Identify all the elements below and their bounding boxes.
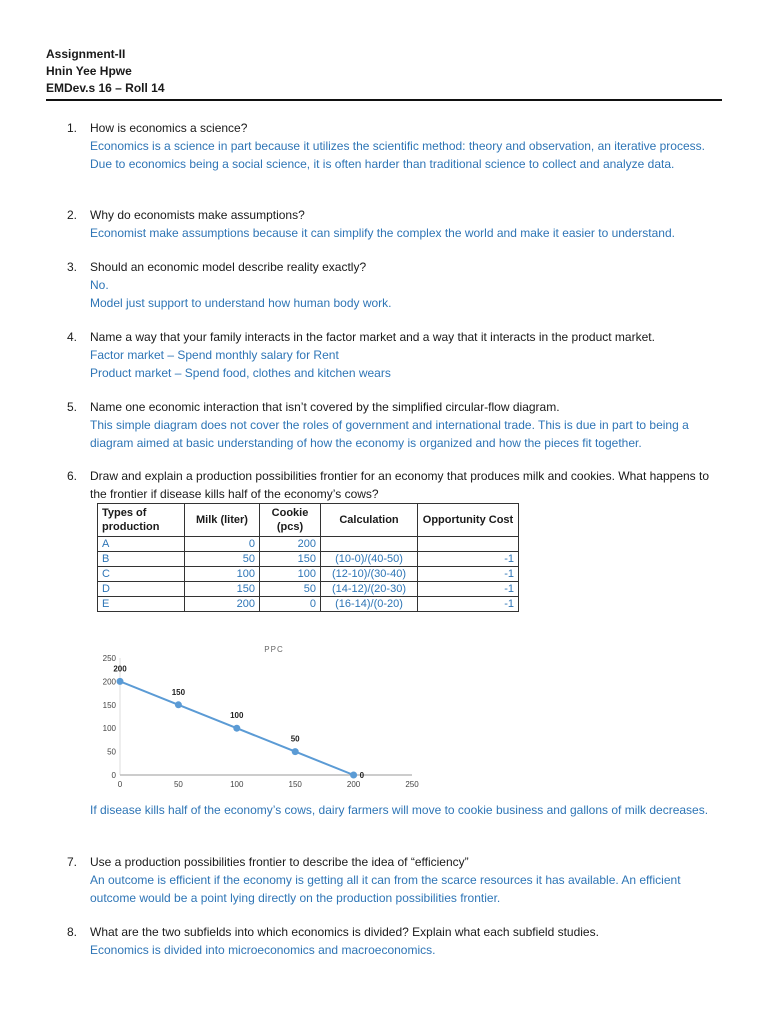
question-3 [67,258,727,312]
table-cell: 50 [185,552,260,567]
table-header: Cookie (pcs) [260,504,321,537]
question-number: 6. [67,469,78,483]
ppc-chart [96,640,436,795]
table-cell: -1 [418,597,519,612]
question-text: What are the two subfields into which economics is divided? Explain what each subfield studies. [90,925,599,939]
table-row [98,552,519,567]
table-cell: 0 [260,597,321,612]
x-tick-label: 50 [173,780,183,789]
y-tick-label: 150 [102,700,116,710]
table-header: Calculation [321,504,418,537]
data-label: 200 [113,664,127,674]
question-number: 3. [67,260,78,274]
table-header: Milk (liter) [185,504,260,537]
question-2 [67,206,727,242]
y-tick-label: 0 [111,771,116,780]
question-number: 4. [67,330,78,344]
question-text: Why do economists make assumptions? [90,208,305,222]
answer-text: Product market – Spend food, clothes and kitchen wears [90,366,391,380]
table-cell: B [98,552,185,567]
y-tick-label: 200 [102,677,116,687]
table-cell [418,537,519,552]
question-text: How is economics a science? [90,121,248,135]
answer-text: Economics is divided into microeconomics and macroeconomics. [90,943,436,957]
table-row [98,597,519,612]
table-cell: (14-12)/(20-30) [321,582,418,597]
data-point [292,748,299,755]
data-label: 100 [230,711,244,721]
question-8 [67,923,727,959]
table-cell: 100 [185,567,260,582]
answer-text: Economics is a science in part because it utilizes the scientific method: theory and observation, an iterative process. Due to economics being a social science, it is often harder than traditional science to collect and analyze data. [90,139,705,171]
answer-text: If disease kills half of the economy’s cows, dairy farmers will move to cookie business and gallons of milk decreases. [90,803,709,817]
table-cell: D [98,582,185,597]
question-1 [67,119,727,173]
question-number: 5. [67,400,78,414]
data-label: 150 [171,687,186,697]
table-cell: E [98,597,185,612]
table-header: Opportunity Cost [418,504,519,537]
header-rule [46,99,722,101]
table-cell: (12-10)/(30-40) [321,567,418,582]
table-header: Types of production [98,504,185,537]
answer-text: Factor market – Spend monthly salary for Rent [90,348,339,362]
x-tick-label: 200 [346,780,361,789]
data-point [233,725,240,732]
x-tick-label: 150 [288,780,302,789]
course-roll: EMDev.s 16 – Roll 14 [46,81,165,95]
table-cell: 200 [260,537,321,552]
question-text: Should an economic model describe reality exactly? [90,260,367,274]
data-point [350,772,357,779]
question-6-answer [67,801,727,819]
data-point [175,701,182,708]
student-name: Hnin Yee Hpwe [46,64,132,78]
question-text: Use a production possibilities frontier to describe the idea of “efficiency” [90,855,469,869]
question-4 [67,328,727,382]
answer-text: Model just support to understand how human body work. [90,296,392,310]
table-row [98,537,519,552]
y-tick-label: 100 [102,724,116,734]
question-text: Name a way that your family interacts in the factor market and a way that it interacts in the product market. [90,330,655,344]
table-cell: 0 [185,537,260,552]
question-number: 8. [67,925,78,939]
table-cell: 100 [260,567,321,582]
document-header [46,46,165,97]
production-table [97,503,519,612]
x-tick-label: 0 [117,780,123,789]
table-cell: -1 [418,552,519,567]
table-cell: 50 [260,582,321,597]
table-cell: 200 [185,597,260,612]
chart-title: PPC [264,645,284,654]
table-header-row [98,504,519,537]
answer-text: No. [90,278,109,292]
table-row [98,582,519,597]
question-number: 1. [67,121,78,135]
question-text: Draw and explain a production possibilities frontier for an economy that produces milk and cookies. What happens to the frontier if disease kills half of the economy’s cows? [90,469,710,501]
table-cell: 150 [260,552,321,567]
y-tick-label: 50 [107,747,116,757]
answer-text: An outcome is efficient if the economy is getting all it can from the scarce resources it has available. An efficient outcome would be a point lying directly on the production possibilities frontier. [90,873,681,905]
question-6 [67,467,727,503]
data-point [117,678,124,685]
table-cell: -1 [418,582,519,597]
table-cell [321,537,418,552]
question-5 [67,398,727,452]
table-cell: (10-0)/(40-50) [321,552,418,567]
question-text: Name one economic interaction that isn’t covered by the simplified circular-flow diagram. [90,400,560,414]
y-tick-label: 250 [102,654,116,663]
question-number: 7. [67,855,78,869]
table-cell: (16-14)/(0-20) [321,597,418,612]
answer-text: This simple diagram does not cover the roles of government and international trade. This is due in part to being a diagram aimed at basic understanding of how the economy is organized and how the pieces fit together. [90,418,689,450]
table-cell: -1 [418,567,519,582]
table-cell: C [98,567,185,582]
answer-text: Economist make assumptions because it can simplify the complex the world and make it easier to understand. [90,226,675,240]
question-7 [67,853,727,907]
data-label: 50 [290,734,300,744]
x-tick-label: 100 [230,780,244,789]
data-label: 0 [359,771,365,780]
table-cell: A [98,537,185,552]
table-row [98,567,519,582]
x-tick-label: 250 [405,780,419,789]
table-cell: 150 [185,582,260,597]
question-number: 2. [67,208,78,222]
assignment-title: Assignment-II [46,47,126,61]
